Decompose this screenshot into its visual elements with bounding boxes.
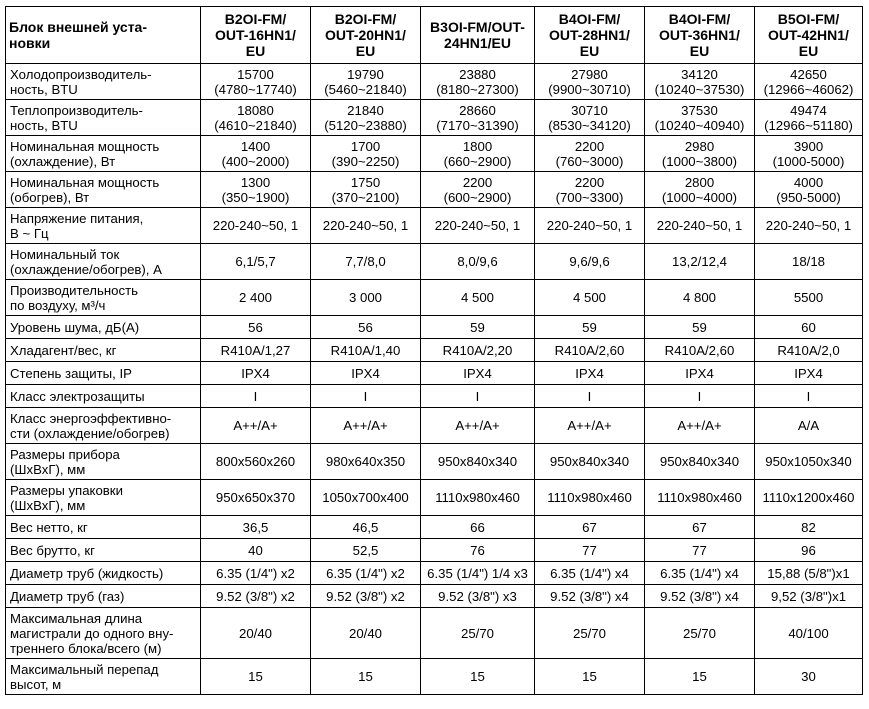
table-cell: 36,5 bbox=[201, 516, 311, 539]
table-row bbox=[6, 608, 863, 659]
table-cell: 25/70 bbox=[535, 608, 645, 659]
row-label: Диаметр труб (жидкость) bbox=[6, 562, 201, 585]
table-cell: 59 bbox=[645, 316, 755, 339]
table-row bbox=[6, 136, 863, 172]
row-label: Номинальная мощность (охлаждение), Вт bbox=[6, 136, 201, 172]
table-cell: IPX4 bbox=[421, 362, 535, 385]
table-cell: 66 bbox=[421, 516, 535, 539]
table-cell: 60 bbox=[755, 316, 863, 339]
table-cell: 6.35 (1/4") x4 bbox=[535, 562, 645, 585]
table-cell: 220-240~50, 1 bbox=[755, 208, 863, 244]
table-cell: 220-240~50, 1 bbox=[645, 208, 755, 244]
row-label: Диаметр труб (газ) bbox=[6, 585, 201, 608]
table-cell: 59 bbox=[421, 316, 535, 339]
table-cell: 2 400 bbox=[201, 280, 311, 316]
table-cell: 23880 (8180~27300) bbox=[421, 64, 535, 100]
table-cell: IPX4 bbox=[201, 362, 311, 385]
table-cell: 40/100 bbox=[755, 608, 863, 659]
table-cell: R410A/1,40 bbox=[311, 339, 421, 362]
table-cell: 15700 (4780~17740) bbox=[201, 64, 311, 100]
table-row bbox=[6, 659, 863, 695]
row-label: Хладагент/вес, кг bbox=[6, 339, 201, 362]
table-cell: 9,52 (3/8")x1 bbox=[755, 585, 863, 608]
table-cell: 18080 (4610~21840) bbox=[201, 100, 311, 136]
table-cell: I bbox=[535, 385, 645, 408]
row-label: Теплопроизводитель- ность, BTU bbox=[6, 100, 201, 136]
table-cell: 3 000 bbox=[311, 280, 421, 316]
table-cell: 1750 (370~2100) bbox=[311, 172, 421, 208]
table-cell: 1700 (390~2250) bbox=[311, 136, 421, 172]
table-cell: 59 bbox=[535, 316, 645, 339]
table-cell: 13,2/12,4 bbox=[645, 244, 755, 280]
table-cell: 15 bbox=[311, 659, 421, 695]
table-cell: 28660 (7170~31390) bbox=[421, 100, 535, 136]
table-cell: 34120 (10240~37530) bbox=[645, 64, 755, 100]
table-cell: 42650 (12966~46062) bbox=[755, 64, 863, 100]
table-row bbox=[6, 480, 863, 516]
table-cell: IPX4 bbox=[311, 362, 421, 385]
table-row bbox=[6, 385, 863, 408]
table-cell: R410A/1,27 bbox=[201, 339, 311, 362]
table-row bbox=[6, 208, 863, 244]
row-label: Напряжение питания, В ~ Гц bbox=[6, 208, 201, 244]
table-cell: A++/A+ bbox=[311, 408, 421, 444]
table-cell: 1110x980x460 bbox=[421, 480, 535, 516]
table-row bbox=[6, 100, 863, 136]
table-cell: 220-240~50, 1 bbox=[421, 208, 535, 244]
table-cell: 21840 (5120~23880) bbox=[311, 100, 421, 136]
table-cell: 37530 (10240~40940) bbox=[645, 100, 755, 136]
spec-table bbox=[5, 6, 863, 695]
header-model: B2OI-FM/ OUT-16HN1/ EU bbox=[201, 7, 311, 64]
table-cell: 4000 (950-5000) bbox=[755, 172, 863, 208]
table-cell: 52,5 bbox=[311, 539, 421, 562]
table-cell: A++/A+ bbox=[201, 408, 311, 444]
table-cell: A/A bbox=[755, 408, 863, 444]
table-cell: 20/40 bbox=[311, 608, 421, 659]
table-cell: 40 bbox=[201, 539, 311, 562]
table-cell: 220-240~50, 1 bbox=[535, 208, 645, 244]
row-label: Холодопроизводитель- ность, BTU bbox=[6, 64, 201, 100]
table-row bbox=[6, 280, 863, 316]
row-label: Уровень шума, дБ(А) bbox=[6, 316, 201, 339]
table-cell: 15 bbox=[421, 659, 535, 695]
table-cell: 77 bbox=[535, 539, 645, 562]
table-cell: I bbox=[645, 385, 755, 408]
table-cell: 2200 (600~2900) bbox=[421, 172, 535, 208]
table-cell: 7,7/8,0 bbox=[311, 244, 421, 280]
row-label: Вес нетто, кг bbox=[6, 516, 201, 539]
table-cell: 30710 (8530~34120) bbox=[535, 100, 645, 136]
table-row bbox=[6, 244, 863, 280]
table-cell: 950x840x340 bbox=[645, 444, 755, 480]
header-model: B4OI-FM/ OUT-28HN1/ EU bbox=[535, 7, 645, 64]
table-cell: 1110x980x460 bbox=[535, 480, 645, 516]
table-row bbox=[6, 444, 863, 480]
table-cell: 950x840x340 bbox=[535, 444, 645, 480]
row-label: Вес брутто, кг bbox=[6, 539, 201, 562]
table-cell: 18/18 bbox=[755, 244, 863, 280]
row-label: Максимальная длина магистрали до одного вну- треннего блока/всего (м) bbox=[6, 608, 201, 659]
table-cell: 950x1050x340 bbox=[755, 444, 863, 480]
table-row bbox=[6, 539, 863, 562]
table-cell: 25/70 bbox=[421, 608, 535, 659]
table-cell: 49474 (12966~51180) bbox=[755, 100, 863, 136]
table-cell: 77 bbox=[645, 539, 755, 562]
row-label: Размеры упаковки (ШхВхГ), мм bbox=[6, 480, 201, 516]
table-cell: 2200 (700~3300) bbox=[535, 172, 645, 208]
table-row bbox=[6, 64, 863, 100]
table-cell: 67 bbox=[645, 516, 755, 539]
table-row bbox=[6, 516, 863, 539]
table-cell: 1050x700x400 bbox=[311, 480, 421, 516]
table-cell: 5500 bbox=[755, 280, 863, 316]
table-cell: 15 bbox=[645, 659, 755, 695]
header-corner: Блок внешней уста- новки bbox=[6, 7, 201, 64]
table-cell: 1110x1200x460 bbox=[755, 480, 863, 516]
table-row bbox=[6, 562, 863, 585]
table-cell: 46,5 bbox=[311, 516, 421, 539]
table-cell: 6.35 (1/4") x2 bbox=[201, 562, 311, 585]
table-cell: 25/70 bbox=[645, 608, 755, 659]
table-cell: 56 bbox=[201, 316, 311, 339]
row-label: Производительность по воздуху, м³/ч bbox=[6, 280, 201, 316]
table-cell: 56 bbox=[311, 316, 421, 339]
table-cell: 220-240~50, 1 bbox=[311, 208, 421, 244]
table-row bbox=[6, 316, 863, 339]
header-model: B2OI-FM/ OUT-20HN1/ EU bbox=[311, 7, 421, 64]
table-cell: 4 800 bbox=[645, 280, 755, 316]
table-row bbox=[6, 339, 863, 362]
table-cell: 9.52 (3/8") x2 bbox=[311, 585, 421, 608]
table-cell: 76 bbox=[421, 539, 535, 562]
table-cell: 8,0/9,6 bbox=[421, 244, 535, 280]
table-cell: 1110x980x460 bbox=[645, 480, 755, 516]
table-cell: 9,6/9,6 bbox=[535, 244, 645, 280]
table-row bbox=[6, 172, 863, 208]
row-label: Номинальный ток (охлаждение/обогрев), А bbox=[6, 244, 201, 280]
table-cell: 9.52 (3/8") x4 bbox=[645, 585, 755, 608]
table-cell: 96 bbox=[755, 539, 863, 562]
table-cell: 15,88 (5/8")x1 bbox=[755, 562, 863, 585]
table-cell: R410A/2,0 bbox=[755, 339, 863, 362]
table-cell: 15 bbox=[535, 659, 645, 695]
table-row bbox=[6, 585, 863, 608]
table-cell: I bbox=[311, 385, 421, 408]
row-label: Класс энергоэффективно- сти (охлаждение/обогрев) bbox=[6, 408, 201, 444]
header-model: B4OI-FM/ OUT-36HN1/ EU bbox=[645, 7, 755, 64]
table-cell: IPX4 bbox=[755, 362, 863, 385]
table-cell: 4 500 bbox=[421, 280, 535, 316]
table-cell: 6.35 (1/4") 1/4 x3 bbox=[421, 562, 535, 585]
table-cell: 27980 (9900~30710) bbox=[535, 64, 645, 100]
table-cell: 9.52 (3/8") x2 bbox=[201, 585, 311, 608]
table-cell: I bbox=[755, 385, 863, 408]
table-cell: 67 bbox=[535, 516, 645, 539]
row-label: Номинальная мощность (обогрев), Вт bbox=[6, 172, 201, 208]
table-cell: 9.52 (3/8") x4 bbox=[535, 585, 645, 608]
table-cell: 4 500 bbox=[535, 280, 645, 316]
table-cell: 82 bbox=[755, 516, 863, 539]
header-row bbox=[6, 7, 863, 64]
table-cell: 6.35 (1/4") x2 bbox=[311, 562, 421, 585]
table-cell: 1300 (350~1900) bbox=[201, 172, 311, 208]
table-cell: 2980 (1000~3800) bbox=[645, 136, 755, 172]
table-cell: R410A/2,20 bbox=[421, 339, 535, 362]
table-cell: I bbox=[201, 385, 311, 408]
row-label: Максимальный перепад высот, м bbox=[6, 659, 201, 695]
table-cell: R410A/2,60 bbox=[645, 339, 755, 362]
table-row bbox=[6, 408, 863, 444]
table-cell: 2200 (760~3000) bbox=[535, 136, 645, 172]
table-cell: 6.35 (1/4") x4 bbox=[645, 562, 755, 585]
table-cell: R410A/2,60 bbox=[535, 339, 645, 362]
table-cell: 980x640x350 bbox=[311, 444, 421, 480]
table-cell: IPX4 bbox=[645, 362, 755, 385]
table-cell: 950x650x370 bbox=[201, 480, 311, 516]
table-cell: 30 bbox=[755, 659, 863, 695]
table-row bbox=[6, 362, 863, 385]
header-model: B5OI-FM/ OUT-42HN1/ EU bbox=[755, 7, 863, 64]
table-cell: A++/A+ bbox=[535, 408, 645, 444]
table-cell: A++/A+ bbox=[645, 408, 755, 444]
row-label: Размеры прибора (ШхВхГ), мм bbox=[6, 444, 201, 480]
table-cell: 950x840x340 bbox=[421, 444, 535, 480]
table-cell: 9.52 (3/8") x3 bbox=[421, 585, 535, 608]
table-cell: 1400 (400~2000) bbox=[201, 136, 311, 172]
table-cell: IPX4 bbox=[535, 362, 645, 385]
table-cell: 220-240~50, 1 bbox=[201, 208, 311, 244]
table-cell: 3900 (1000-5000) bbox=[755, 136, 863, 172]
table-cell: 20/40 bbox=[201, 608, 311, 659]
table-cell: 800x560x260 bbox=[201, 444, 311, 480]
table-cell: 19790 (5460~21840) bbox=[311, 64, 421, 100]
table-cell: 2800 (1000~4000) bbox=[645, 172, 755, 208]
table-cell: I bbox=[421, 385, 535, 408]
table-cell: A++/A+ bbox=[421, 408, 535, 444]
header-model: B3OI-FM/OUT- 24HN1/EU bbox=[421, 7, 535, 64]
row-label: Степень защиты, IP bbox=[6, 362, 201, 385]
table-cell: 6,1/5,7 bbox=[201, 244, 311, 280]
table-cell: 1800 (660~2900) bbox=[421, 136, 535, 172]
table-cell: 15 bbox=[201, 659, 311, 695]
row-label: Класс электрозащиты bbox=[6, 385, 201, 408]
